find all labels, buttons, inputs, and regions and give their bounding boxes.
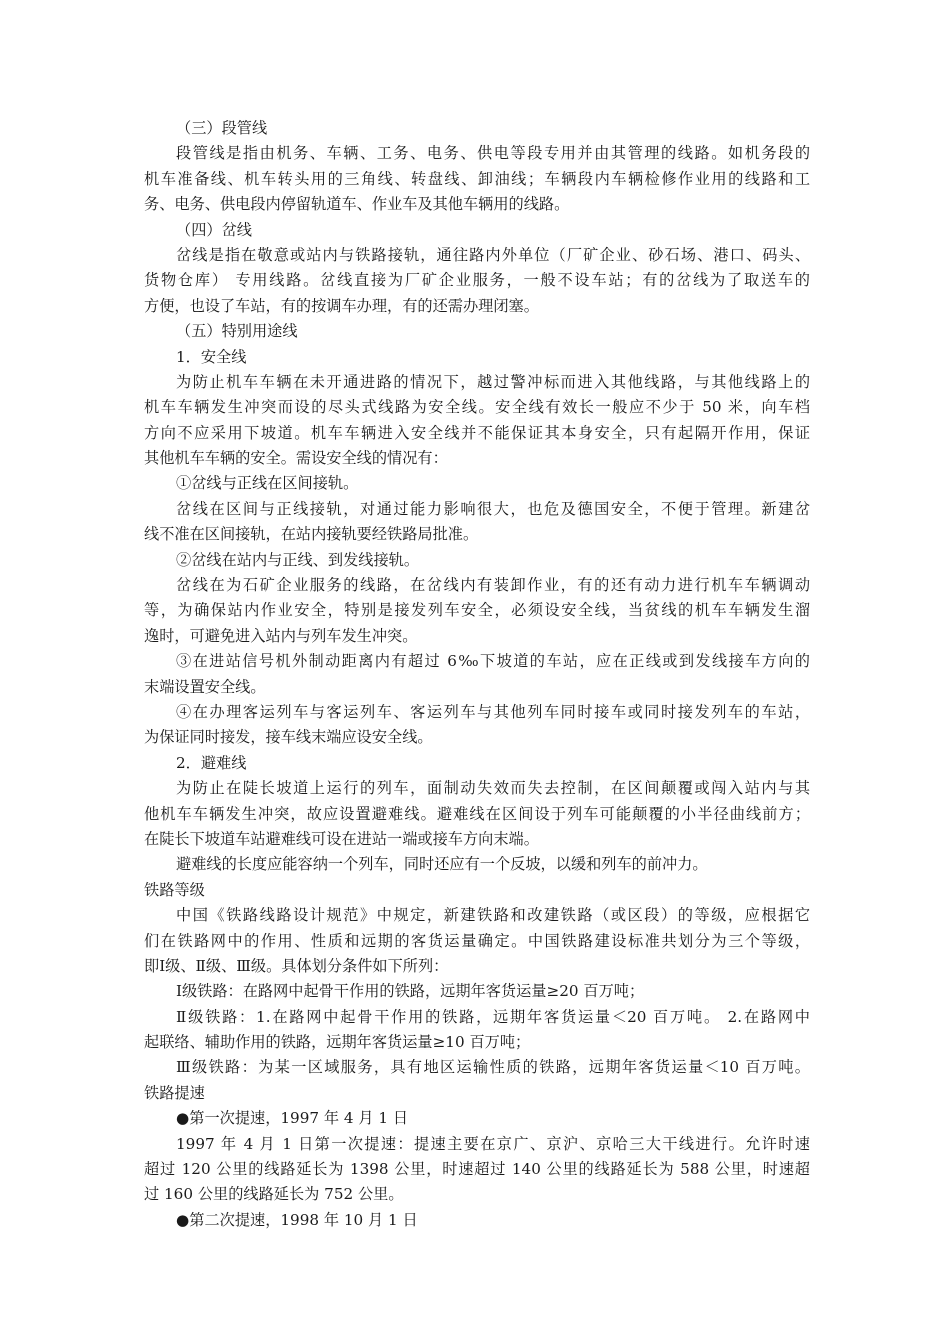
text-line: 段管线是指由机务、车辆、工务、电务、供电等段专用并由其管理的线路。如机务段的	[176, 144, 810, 163]
text-line: 在陡长下坡道车站避难线可设在进站一端或接车方向末端。	[144, 829, 539, 848]
text-line: Ⅰ级铁路：在路网中起骨干作用的铁路，远期年客货运量≥20 百万吨；	[176, 982, 645, 1001]
text-line: 机车车辆发生冲突而设的尽头式线路为安全线。安全线有效长一般应不少于 50 米，向车档	[144, 398, 810, 417]
text-line: ②岔线在站内与正线、到发线接轨。	[176, 550, 419, 569]
text-line: 即Ⅰ级、Ⅱ级、Ⅲ级。具体划分条件如下所列：	[144, 956, 449, 975]
text-line: 逸时，可避免进入站内与列车发生冲突。	[144, 626, 418, 645]
text-line: 岔线是指在敬意或站内与铁路接轨，通往路内外单位（厂矿企业、砂石场、港口、码头、	[176, 245, 810, 264]
text-line: 岔线在区间与正线接轨，对通过能力影响很大，也危及德国安全，不便于管理。新建岔	[176, 499, 810, 518]
text-line: 为防止机车车辆在未开通进路的情况下，越过警冲标而进入其他线路，与其他线路上的	[176, 372, 810, 391]
text-line: 铁路等级	[144, 880, 205, 899]
text-line: Ⅱ级铁路：1.在路网中起骨干作用的铁路，远期年客货运量＜20 百万吨。 2.在路网中	[176, 1007, 810, 1026]
text-line: 他机车车辆发生冲突，故应设置避难线。避难线在区间设于列车可能颠覆的小半径曲线前方；	[144, 804, 810, 823]
text-line: 等，为确保站内作业安全，特别是接发列车安全，必须设安全线，当贫线的机车车辆发生溜	[144, 601, 810, 620]
text-line: 务、电务、供电段内停留轨道车、作业车及其他车辆用的线路。	[144, 195, 570, 214]
text-line: 线不准在区间接轨，在站内接轨要经铁路局批准。	[144, 525, 479, 544]
text-line: ●第二次提速，1998 年 10 月 1 日	[176, 1210, 418, 1229]
text-line: ③在进站信号机外制动距离内有超过 6‰下坡道的车站，应在正线或到发线接车方向的	[176, 652, 810, 671]
text-line: 超过 120 公里的线路延长为 1398 公里，时速超过 140 公里的线路延长为 588 公里，时速超	[144, 1160, 810, 1179]
text-line: 岔线在为石矿企业服务的线路，在岔线内有装卸作业，有的还有动力进行机车车辆调动	[176, 576, 810, 595]
text-line: （四）岔线	[176, 220, 252, 239]
text-line: ●第一次提速，1997 年 4 月 1 日	[176, 1109, 409, 1128]
text-line: 过 160 公里的线路延长为 752 公里。	[144, 1185, 404, 1204]
text-line: （五）特别用途线	[176, 322, 298, 341]
text-line: 2．避难线	[176, 753, 247, 772]
text-line: 方便，也设了车站，有的按调车办理，有的还需办理闭塞。	[144, 296, 539, 315]
text-line: 铁路提速	[144, 1083, 205, 1102]
text-line: 1997 年 4 月 1 日第一次提速：提速主要在京广、京沪、京哈三大干线进行。允许时速	[176, 1134, 810, 1153]
text-line: ④在办理客运列车与客运列车、客运列车与其他列车同时接车或同时接发列车的车站，	[176, 702, 810, 721]
text-line: 中国《铁路线路设计规范》中规定，新建铁路和改建铁路（或区段）的等级，应根据它	[176, 906, 810, 925]
text-line: 为保证同时接发，接车线末端应设安全线。	[144, 728, 433, 747]
text-line: （三）段管线	[176, 119, 268, 137]
text-line: 们在铁路网中的作用、性质和远期的客货运量确定。中国铁路建设标准共划分为三个等级，	[144, 931, 810, 950]
text-line: 方向不应采用下坡道。机车车辆进入安全线并不能保证其本身安全，只有起隔开作用，保证	[144, 423, 810, 442]
text-line: ①岔线与正线在区间接轨。	[176, 474, 359, 493]
text-line: 起联络、辅助作用的铁路，远期年客货运量≥10 百万吨；	[144, 1033, 531, 1052]
document-page	[144, 116, 810, 1233]
text-line: 1．安全线	[176, 347, 247, 366]
text-line: 货物仓库） 专用线路。岔线直接为厂矿企业服务，一般不设车站；有的岔线为了取送车的	[144, 271, 810, 290]
text-line: 避难线的长度应能容纳一个列车，同时还应有一个反坡，以缓和列车的前冲力。	[176, 855, 708, 874]
text-line: 其他机车车辆的安全。需设安全线的情况有：	[144, 449, 448, 468]
text-line: 机车准备线、机车转头用的三角线、转盘线、卸油线；车辆段内车辆检修作业用的线路和工	[144, 169, 810, 188]
text-line: 为防止在陡长坡道上运行的列车，面制动失效而失去控制，在区间颠覆或闯入站内与其	[176, 779, 810, 798]
text-line: Ⅲ级铁路：为某一区域服务，具有地区运输性质的铁路，远期年客货运量＜10 百万吨。	[176, 1058, 810, 1077]
text-line: 末端设置安全线。	[144, 677, 266, 696]
